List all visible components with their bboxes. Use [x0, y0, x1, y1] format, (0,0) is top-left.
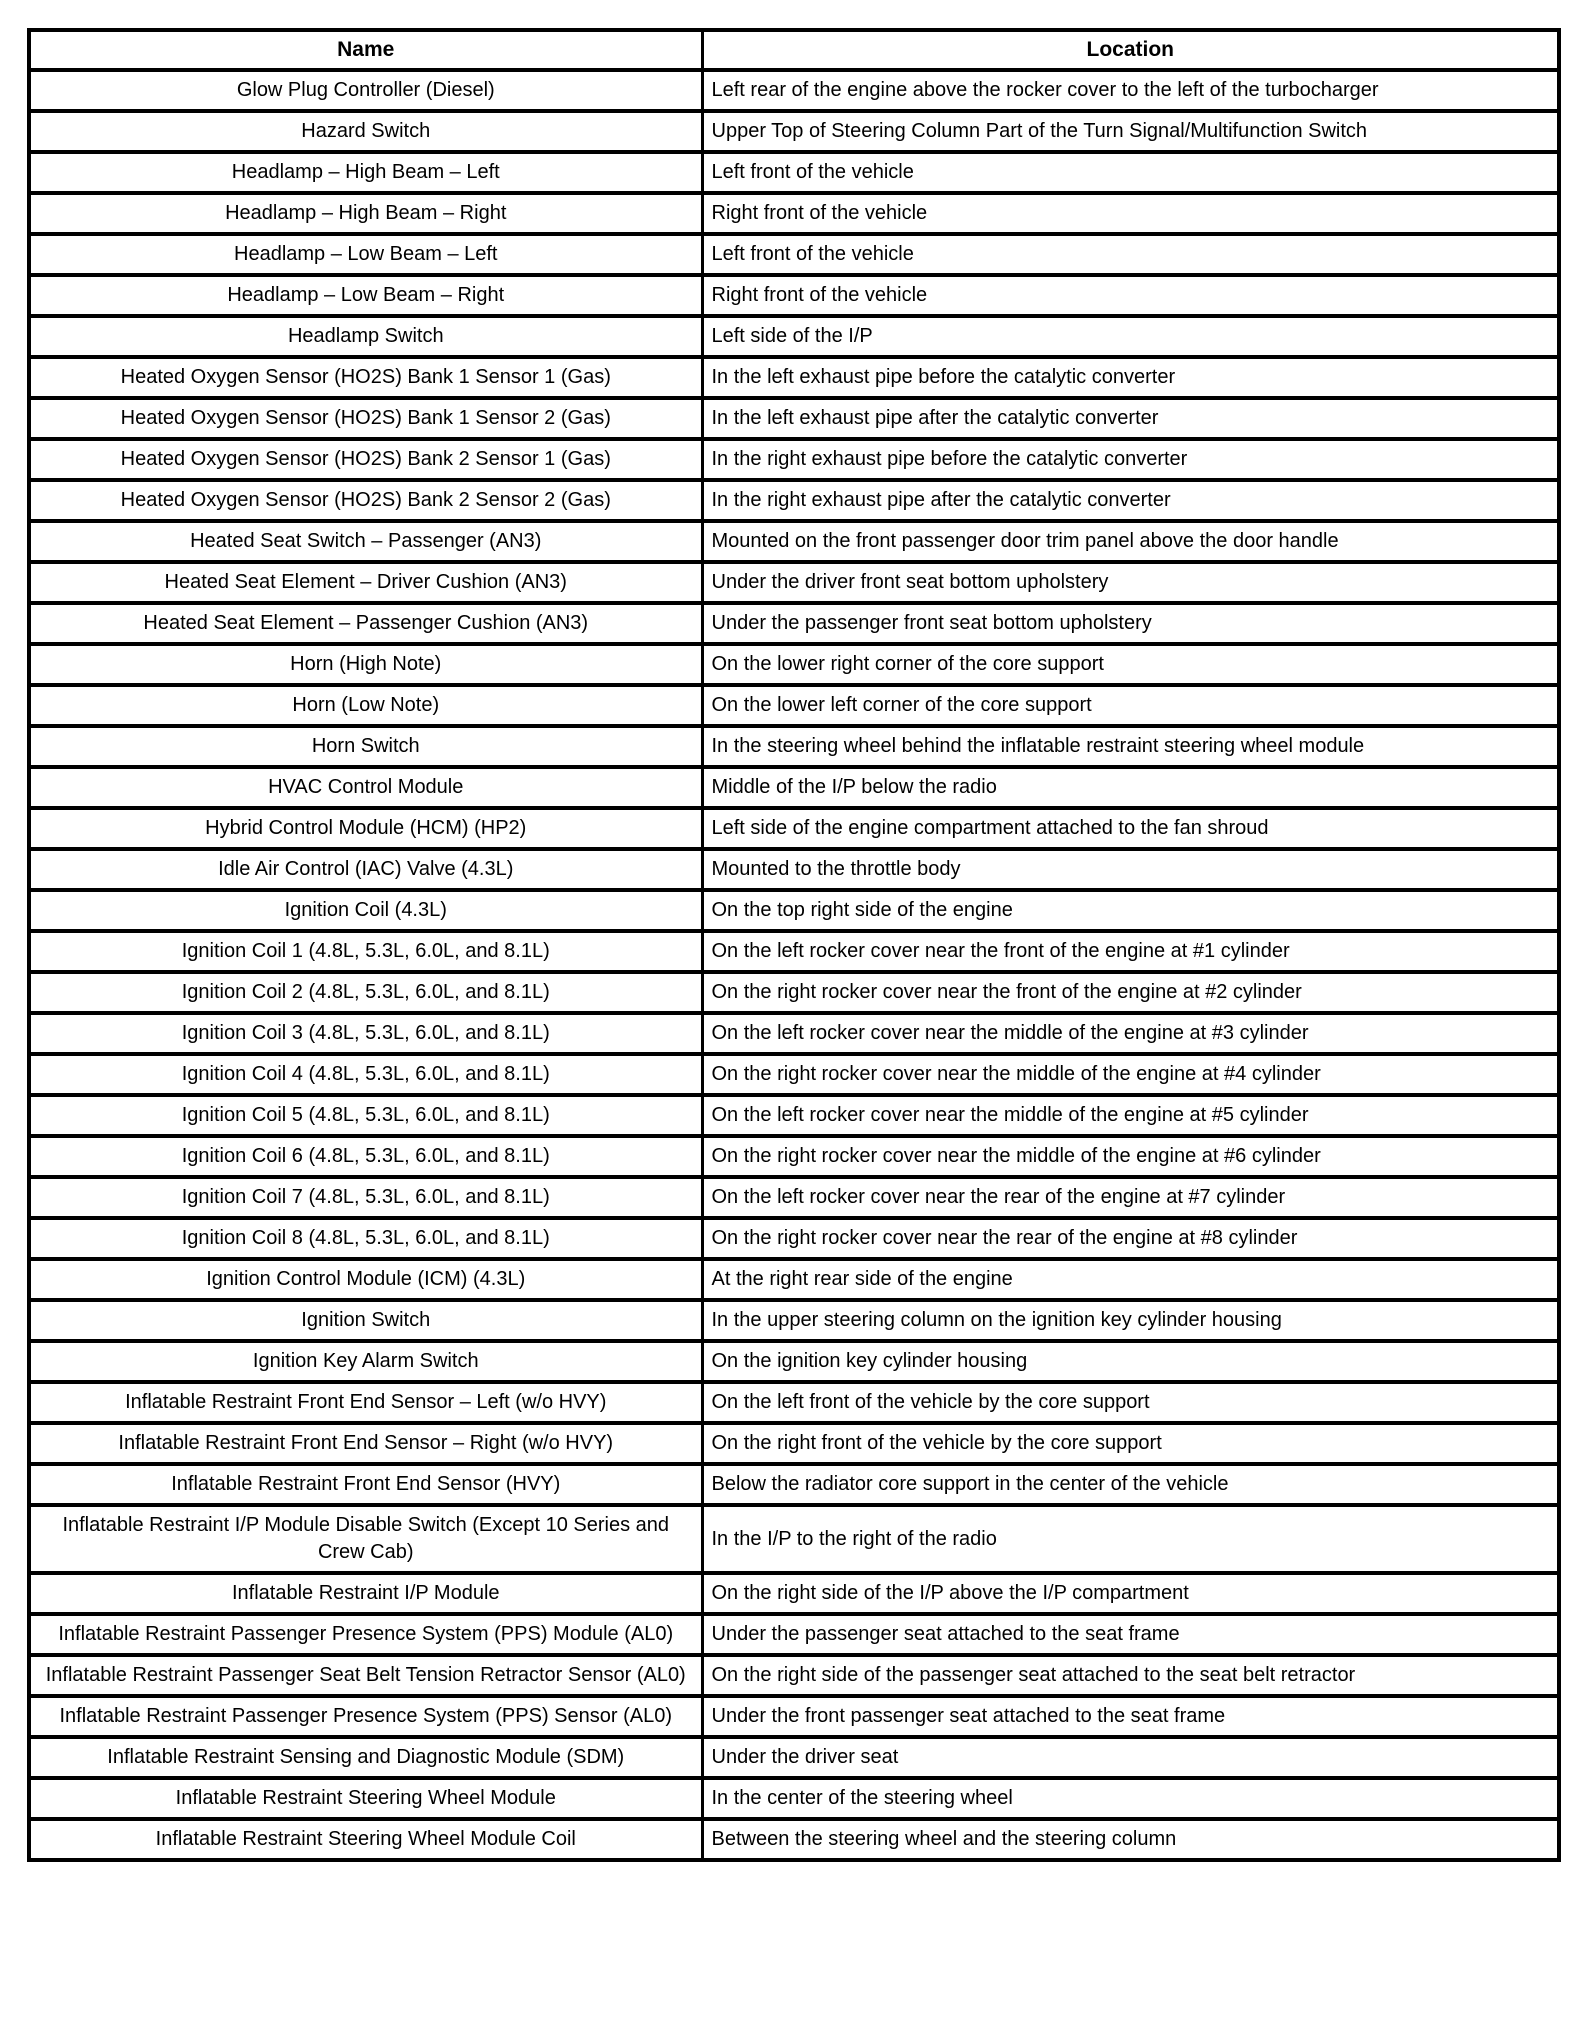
- component-name-cell: Headlamp – High Beam – Right: [29, 193, 702, 234]
- component-location-cell: Under the driver seat: [702, 1737, 1559, 1778]
- table-row: [29, 152, 1559, 193]
- component-location-cell: Under the passenger seat attached to the seat frame: [702, 1614, 1559, 1655]
- component-location-table: [27, 28, 1561, 1862]
- table-row: [29, 439, 1559, 480]
- component-location-cell: Left front of the vehicle: [702, 234, 1559, 275]
- table-row: [29, 111, 1559, 152]
- component-location-cell: On the right rocker cover near the rear of the engine at #8 cylinder: [702, 1218, 1559, 1259]
- component-name-cell: Inflatable Restraint Passenger Presence System (PPS) Module (AL0): [29, 1614, 702, 1655]
- component-location-cell: Mounted on the front passenger door trim panel above the door handle: [702, 521, 1559, 562]
- component-location-cell: Left front of the vehicle: [702, 152, 1559, 193]
- component-name-cell: Inflatable Restraint Front End Sensor (HVY): [29, 1464, 702, 1505]
- component-location-cell: At the right rear side of the engine: [702, 1259, 1559, 1300]
- component-name-cell: Horn (High Note): [29, 644, 702, 685]
- component-name-cell: Heated Seat Element – Driver Cushion (AN3): [29, 562, 702, 603]
- table-row: [29, 1737, 1559, 1778]
- component-location-cell: Below the radiator core support in the center of the vehicle: [702, 1464, 1559, 1505]
- table-row: [29, 521, 1559, 562]
- component-name-cell: Ignition Switch: [29, 1300, 702, 1341]
- table-row: [29, 193, 1559, 234]
- table-row: [29, 603, 1559, 644]
- table-row: [29, 1423, 1559, 1464]
- table-row: [29, 1136, 1559, 1177]
- component-name-cell: Horn Switch: [29, 726, 702, 767]
- component-location-cell: On the ignition key cylinder housing: [702, 1341, 1559, 1382]
- table-row: [29, 767, 1559, 808]
- component-name-cell: Ignition Coil 1 (4.8L, 5.3L, 6.0L, and 8.1L): [29, 931, 702, 972]
- table-row: [29, 1259, 1559, 1300]
- table-row: [29, 398, 1559, 439]
- component-location-cell: In the right exhaust pipe after the catalytic converter: [702, 480, 1559, 521]
- component-name-cell: Inflatable Restraint Front End Sensor – Right (w/o HVY): [29, 1423, 702, 1464]
- component-location-cell: On the top right side of the engine: [702, 890, 1559, 931]
- table-row: [29, 1573, 1559, 1614]
- component-location-cell: Right front of the vehicle: [702, 193, 1559, 234]
- component-name-cell: Heated Oxygen Sensor (HO2S) Bank 2 Sensor 2 (Gas): [29, 480, 702, 521]
- component-name-cell: Headlamp – High Beam – Left: [29, 152, 702, 193]
- component-location-cell: Left side of the I/P: [702, 316, 1559, 357]
- table-row: [29, 1505, 1559, 1573]
- table-row: [29, 70, 1559, 111]
- component-name-cell: Inflatable Restraint I/P Module: [29, 1573, 702, 1614]
- column-header-name: Name: [29, 30, 702, 70]
- table-row: [29, 1614, 1559, 1655]
- component-location-cell: Left rear of the engine above the rocker cover to the left of the turbocharger: [702, 70, 1559, 111]
- component-location-cell: In the left exhaust pipe before the catalytic converter: [702, 357, 1559, 398]
- component-name-cell: Inflatable Restraint Steering Wheel Module Coil: [29, 1819, 702, 1860]
- component-name-cell: Heated Oxygen Sensor (HO2S) Bank 1 Sensor 1 (Gas): [29, 357, 702, 398]
- component-name-cell: Ignition Coil 4 (4.8L, 5.3L, 6.0L, and 8.1L): [29, 1054, 702, 1095]
- component-name-cell: Ignition Coil (4.3L): [29, 890, 702, 931]
- component-location-cell: On the right side of the passenger seat attached to the seat belt retractor: [702, 1655, 1559, 1696]
- table-row: [29, 1819, 1559, 1860]
- component-location-cell: On the right rocker cover near the middle of the engine at #4 cylinder: [702, 1054, 1559, 1095]
- component-name-cell: Ignition Coil 7 (4.8L, 5.3L, 6.0L, and 8.1L): [29, 1177, 702, 1218]
- component-location-cell: On the left rocker cover near the middle of the engine at #5 cylinder: [702, 1095, 1559, 1136]
- table-row: [29, 275, 1559, 316]
- component-location-cell: On the left rocker cover near the front of the engine at #1 cylinder: [702, 931, 1559, 972]
- component-name-cell: Ignition Coil 3 (4.8L, 5.3L, 6.0L, and 8.1L): [29, 1013, 702, 1054]
- table-row: [29, 808, 1559, 849]
- component-name-cell: Inflatable Restraint Front End Sensor – Left (w/o HVY): [29, 1382, 702, 1423]
- table-row: [29, 1382, 1559, 1423]
- component-name-cell: Horn (Low Note): [29, 685, 702, 726]
- table-row: [29, 726, 1559, 767]
- component-location-cell: In the left exhaust pipe after the catalytic converter: [702, 398, 1559, 439]
- table-row: [29, 1778, 1559, 1819]
- component-name-cell: Ignition Control Module (ICM) (4.3L): [29, 1259, 702, 1300]
- component-name-cell: Heated Oxygen Sensor (HO2S) Bank 2 Sensor 1 (Gas): [29, 439, 702, 480]
- table-row: [29, 890, 1559, 931]
- table-row: [29, 644, 1559, 685]
- component-name-cell: Ignition Key Alarm Switch: [29, 1341, 702, 1382]
- component-location-cell: On the lower left corner of the core support: [702, 685, 1559, 726]
- component-name-cell: Inflatable Restraint Steering Wheel Module: [29, 1778, 702, 1819]
- table-row: [29, 1095, 1559, 1136]
- component-name-cell: Headlamp – Low Beam – Right: [29, 275, 702, 316]
- component-location-cell: Under the passenger front seat bottom upholstery: [702, 603, 1559, 644]
- component-location-cell: On the right front of the vehicle by the core support: [702, 1423, 1559, 1464]
- table-row: [29, 1218, 1559, 1259]
- table-row: [29, 972, 1559, 1013]
- component-name-cell: Inflatable Restraint Passenger Presence System (PPS) Sensor (AL0): [29, 1696, 702, 1737]
- table-row: [29, 1013, 1559, 1054]
- component-name-cell: Headlamp – Low Beam – Left: [29, 234, 702, 275]
- table-row: [29, 316, 1559, 357]
- table-row: [29, 1177, 1559, 1218]
- table-row: [29, 1655, 1559, 1696]
- component-location-cell: On the right side of the I/P above the I/P compartment: [702, 1573, 1559, 1614]
- table-row: [29, 1054, 1559, 1095]
- component-location-cell: Middle of the I/P below the radio: [702, 767, 1559, 808]
- component-location-cell: On the left rocker cover near the middle of the engine at #3 cylinder: [702, 1013, 1559, 1054]
- component-location-cell: In the upper steering column on the ignition key cylinder housing: [702, 1300, 1559, 1341]
- component-name-cell: Ignition Coil 2 (4.8L, 5.3L, 6.0L, and 8.1L): [29, 972, 702, 1013]
- component-location-cell: Under the front passenger seat attached to the seat frame: [702, 1696, 1559, 1737]
- table-row: [29, 562, 1559, 603]
- component-location-cell: In the I/P to the right of the radio: [702, 1505, 1559, 1573]
- component-location-cell: Left side of the engine compartment attached to the fan shroud: [702, 808, 1559, 849]
- table-row: [29, 480, 1559, 521]
- component-location-cell: In the steering wheel behind the inflatable restraint steering wheel module: [702, 726, 1559, 767]
- table-row: [29, 357, 1559, 398]
- component-name-cell: Headlamp Switch: [29, 316, 702, 357]
- table-body: [29, 70, 1559, 1860]
- table-row: [29, 234, 1559, 275]
- component-name-cell: Heated Seat Element – Passenger Cushion (AN3): [29, 603, 702, 644]
- table-row: [29, 849, 1559, 890]
- table-row: [29, 1341, 1559, 1382]
- component-name-cell: Ignition Coil 6 (4.8L, 5.3L, 6.0L, and 8.1L): [29, 1136, 702, 1177]
- component-name-cell: Heated Oxygen Sensor (HO2S) Bank 1 Sensor 2 (Gas): [29, 398, 702, 439]
- component-name-cell: Hazard Switch: [29, 111, 702, 152]
- table-row: [29, 931, 1559, 972]
- header-row: [29, 30, 1559, 70]
- table-row: [29, 1300, 1559, 1341]
- table-row: [29, 1464, 1559, 1505]
- component-location-cell: On the lower right corner of the core support: [702, 644, 1559, 685]
- component-location-cell: Between the steering wheel and the steering column: [702, 1819, 1559, 1860]
- component-name-cell: Ignition Coil 5 (4.8L, 5.3L, 6.0L, and 8.1L): [29, 1095, 702, 1136]
- component-name-cell: Ignition Coil 8 (4.8L, 5.3L, 6.0L, and 8.1L): [29, 1218, 702, 1259]
- component-name-cell: Heated Seat Switch – Passenger (AN3): [29, 521, 702, 562]
- table-row: [29, 1696, 1559, 1737]
- component-name-cell: Hybrid Control Module (HCM) (HP2): [29, 808, 702, 849]
- component-name-cell: Inflatable Restraint Sensing and Diagnostic Module (SDM): [29, 1737, 702, 1778]
- component-location-cell: In the right exhaust pipe before the catalytic converter: [702, 439, 1559, 480]
- column-header-location: Location: [702, 30, 1559, 70]
- component-location-cell: On the right rocker cover near the middle of the engine at #6 cylinder: [702, 1136, 1559, 1177]
- component-location-cell: On the right rocker cover near the front of the engine at #2 cylinder: [702, 972, 1559, 1013]
- table-row: [29, 685, 1559, 726]
- component-location-cell: Right front of the vehicle: [702, 275, 1559, 316]
- component-location-cell: Upper Top of Steering Column Part of the Turn Signal/Multifunction Switch: [702, 111, 1559, 152]
- component-name-cell: Inflatable Restraint I/P Module Disable Switch (Except 10 Series and Crew Cab): [29, 1505, 702, 1573]
- component-location-cell: Under the driver front seat bottom upholstery: [702, 562, 1559, 603]
- component-location-cell: Mounted to the throttle body: [702, 849, 1559, 890]
- component-name-cell: Inflatable Restraint Passenger Seat Belt Tension Retractor Sensor (AL0): [29, 1655, 702, 1696]
- component-location-cell: On the left rocker cover near the rear of the engine at #7 cylinder: [702, 1177, 1559, 1218]
- component-location-cell: In the center of the steering wheel: [702, 1778, 1559, 1819]
- component-location-cell: On the left front of the vehicle by the core support: [702, 1382, 1559, 1423]
- component-name-cell: HVAC Control Module: [29, 767, 702, 808]
- component-name-cell: Glow Plug Controller (Diesel): [29, 70, 702, 111]
- component-name-cell: Idle Air Control (IAC) Valve (4.3L): [29, 849, 702, 890]
